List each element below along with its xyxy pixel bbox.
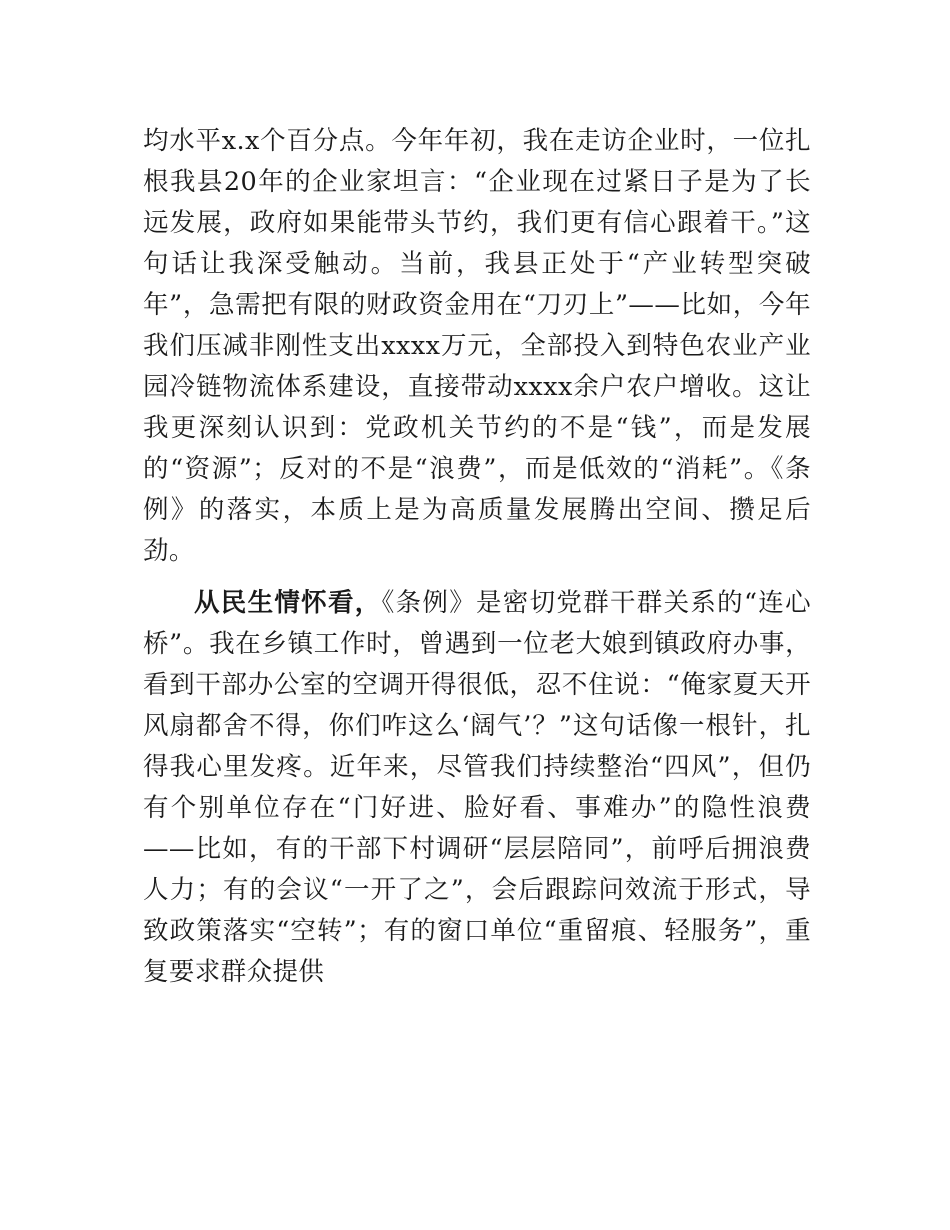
paragraph-2-text: 《条例》是密切党群干群关系的“连心桥”。我在乡镇工作时，曾遇到一位老大娘到镇政府办事，看到干部办公室的空调开得很低，忍不住说：“俺家夏天开风扇都舍不得，你们咋这么‘阔气’？”这句话像一根针，扎得我心里发疼。近年来，尽管我们持续整治“四风”，但仍有个别单位存在“门好进、脸好看、事难办”的隐性浪费——比如，有的干部下村调研“层层陪同”，前呼后拥浪费人力；有的会议“一开了之”，会后跟踪问效流于形式，导致政策落实“空转”；有的窗口单位“重留痕、轻服务”，重复要求群众提供 bbox=[143, 588, 811, 987]
paragraph-1 bbox=[143, 121, 811, 572]
paragraph-2 bbox=[143, 583, 811, 993]
paragraph-2-lead: 从民生情怀看， bbox=[194, 588, 382, 618]
document-body bbox=[143, 121, 811, 993]
paragraph-1-text: 均水平x.x个百分点。今年年初，我在走访企业时，一位扎根我县20年的企业家坦言：“企业现在过紧日子是为了长远发展，政府如果能带头节约，我们更有信心跟着干。”这句话让我深受触动。当前，我县正处于“产业转型突破年”，急需把有限的财政资金用在“刀刃上”——比如，今年我们压减非刚性支出xxxx万元，全部投入到特色农业产业园冷链物流体系建设，直接带动xxxx余户农户增收。这让我更深刻认识到：党政机关节约的不是“钱”，而是发展的“资源”；反对的不是“浪费”，而是低效的“消耗”。《条例》的落实，本质上是为高质量发展腾出空间、攒足后劲。 bbox=[143, 126, 811, 566]
